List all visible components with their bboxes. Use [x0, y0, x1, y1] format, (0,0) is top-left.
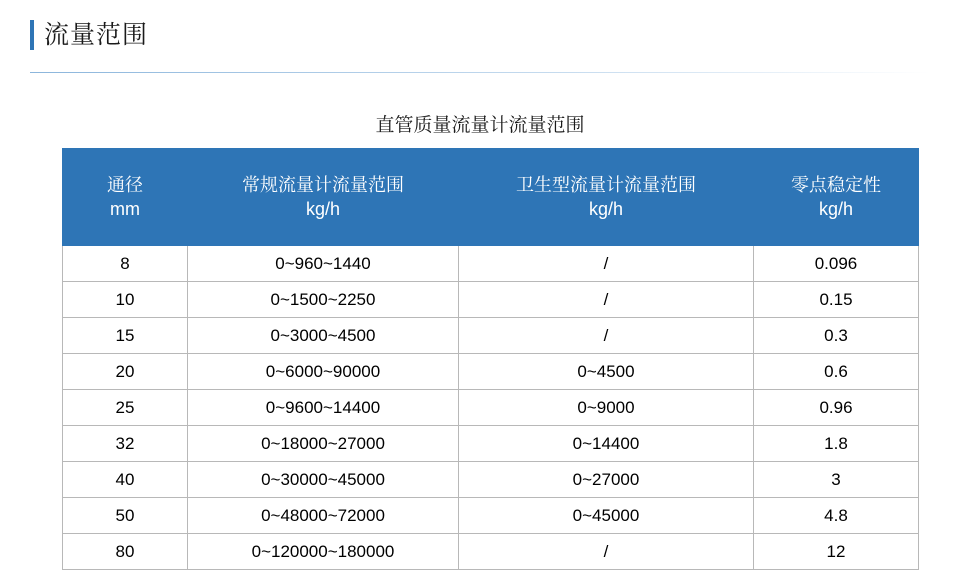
column-header-sanitary-range — [459, 149, 754, 246]
column-header-standard-range — [188, 149, 459, 246]
cell-sanitary-range: / — [459, 318, 754, 354]
cell-diameter: 32 — [63, 426, 188, 462]
cell-standard-range: 0~3000~4500 — [188, 318, 459, 354]
table-row — [63, 246, 919, 282]
page-header — [30, 20, 148, 50]
flow-range-table-wrapper — [62, 148, 898, 570]
cell-zero-stability: 0.096 — [754, 246, 919, 282]
cell-sanitary-range: 0~9000 — [459, 390, 754, 426]
cell-standard-range: 0~9600~14400 — [188, 390, 459, 426]
cell-diameter: 20 — [63, 354, 188, 390]
table-row — [63, 282, 919, 318]
table-row — [63, 354, 919, 390]
column-header-zero-stability-name: 零点稳定性 — [791, 174, 881, 195]
cell-standard-range: 0~120000~180000 — [188, 534, 459, 570]
cell-diameter: 10 — [63, 282, 188, 318]
header-accent-bar — [30, 20, 34, 50]
cell-zero-stability: 0.15 — [754, 282, 919, 318]
column-header-sanitary-range-name: 卫生型流量计流量范围 — [516, 174, 696, 195]
column-header-diameter-name: 通径 — [107, 174, 143, 195]
cell-sanitary-range: 0~45000 — [459, 498, 754, 534]
cell-diameter: 40 — [63, 462, 188, 498]
column-header-zero-stability — [754, 149, 919, 246]
cell-zero-stability: 1.8 — [754, 426, 919, 462]
cell-sanitary-range: / — [459, 534, 754, 570]
cell-sanitary-range: 0~4500 — [459, 354, 754, 390]
table-header-row — [63, 149, 919, 246]
column-header-sanitary-range-unit: kg/h — [588, 199, 624, 219]
cell-zero-stability: 3 — [754, 462, 919, 498]
table-header — [63, 149, 919, 246]
cell-diameter: 25 — [63, 390, 188, 426]
cell-zero-stability: 0.6 — [754, 354, 919, 390]
table-row — [63, 498, 919, 534]
column-header-diameter-unit: mm — [110, 199, 140, 219]
table-row — [63, 390, 919, 426]
cell-zero-stability: 0.96 — [754, 390, 919, 426]
cell-zero-stability: 0.3 — [754, 318, 919, 354]
cell-sanitary-range: 0~14400 — [459, 426, 754, 462]
cell-sanitary-range: / — [459, 282, 754, 318]
cell-diameter: 50 — [63, 498, 188, 534]
cell-sanitary-range: / — [459, 246, 754, 282]
cell-standard-range: 0~960~1440 — [188, 246, 459, 282]
column-header-zero-stability-unit: kg/h — [818, 199, 854, 219]
cell-sanitary-range: 0~27000 — [459, 462, 754, 498]
cell-zero-stability: 12 — [754, 534, 919, 570]
column-header-standard-range-unit: kg/h — [305, 199, 341, 219]
table-caption: 直管质量流量计流量范围 — [375, 115, 585, 136]
cell-standard-range: 0~30000~45000 — [188, 462, 459, 498]
cell-diameter: 8 — [63, 246, 188, 282]
table-row — [63, 462, 919, 498]
table-row — [63, 534, 919, 570]
cell-diameter: 15 — [63, 318, 188, 354]
cell-standard-range: 0~48000~72000 — [188, 498, 459, 534]
cell-standard-range: 0~6000~90000 — [188, 354, 459, 390]
cell-standard-range: 0~1500~2250 — [188, 282, 459, 318]
flow-range-table — [62, 148, 919, 570]
column-header-standard-range-name: 常规流量计流量范围 — [242, 174, 404, 195]
cell-diameter: 80 — [63, 534, 188, 570]
table-row — [63, 426, 919, 462]
cell-zero-stability: 4.8 — [754, 498, 919, 534]
header-divider — [30, 72, 930, 73]
table-row — [63, 318, 919, 354]
page-title: 流量范围 — [44, 21, 149, 49]
table-body — [63, 246, 919, 570]
column-header-diameter — [63, 149, 188, 246]
cell-standard-range: 0~18000~27000 — [188, 426, 459, 462]
